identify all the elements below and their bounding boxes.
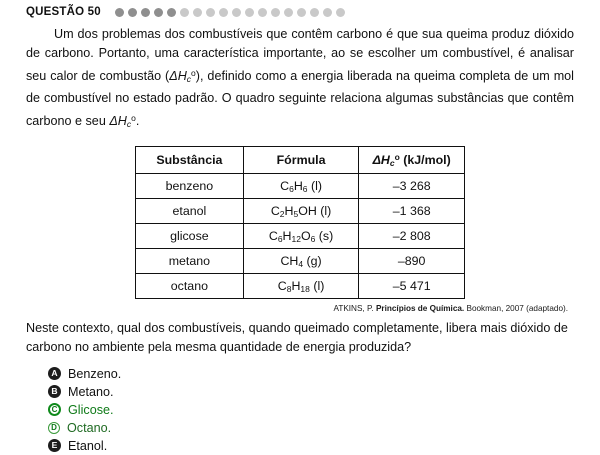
progress-dot-14[interactable] <box>284 8 293 17</box>
alternative-label: Glicose. <box>68 402 114 417</box>
progress-dot-9[interactable] <box>219 8 228 17</box>
progress-dot-13[interactable] <box>271 8 280 17</box>
progress-dots <box>115 8 345 17</box>
progress-dot-16[interactable] <box>310 8 319 17</box>
cell-enthalpy: –890 <box>359 249 465 274</box>
progress-dot-6[interactable] <box>180 8 189 17</box>
table-row <box>136 174 465 199</box>
cell-formula: $C_2H_5OH$ (l) <box>243 199 359 224</box>
column-header-enthalpy <box>359 147 465 174</box>
cell-formula: $C_6H_6$ (l) <box>243 174 359 199</box>
table-row <box>136 274 465 299</box>
alternative-marker-d[interactable]: D <box>48 422 60 434</box>
cell-substance: octano <box>136 274 244 299</box>
passage-text-part-2: ), definido como a energia liberada na queima completa de um mol de combustível no estado padrão. O quadro seguinte relaciona algumas substâncias que contêm carbono e seu <box>26 68 574 128</box>
header-units: (kJ/mol) <box>399 153 451 168</box>
alternative-a[interactable] <box>48 365 574 383</box>
substances-table <box>135 146 465 299</box>
progress-dot-8[interactable] <box>206 8 215 17</box>
header-sub: c <box>389 158 395 169</box>
cell-formula: $C_8H_{18}$ (l) <box>243 274 359 299</box>
cell-substance: glicose <box>136 224 244 249</box>
alternative-marker-c[interactable]: C <box>48 403 61 416</box>
alternatives-list <box>26 365 574 455</box>
progress-dot-10[interactable] <box>232 8 241 17</box>
cell-enthalpy: –2 808 <box>359 224 465 249</box>
progress-dot-3[interactable] <box>141 8 150 17</box>
alternative-marker-a[interactable]: A <box>48 367 61 380</box>
alternative-d[interactable] <box>48 419 574 437</box>
question-prompt: Neste contexto, qual dos combustíveis, quando queimado completamente, libera mais dióxido de carbono no ambiente pela mesma quantidade de energia produzida? <box>26 321 568 355</box>
header-delta: ΔH <box>372 153 390 168</box>
source-rest: Bookman, 2007 (adaptado). <box>464 304 568 314</box>
progress-dot-2[interactable] <box>128 8 137 17</box>
enthalpy-symbol2-delta: ΔH <box>109 113 127 128</box>
alternative-marker-e[interactable]: E <box>48 439 61 452</box>
progress-dot-1[interactable] <box>115 8 124 17</box>
enthalpy-symbol2-sup: o <box>131 112 136 123</box>
progress-dot-5[interactable] <box>167 8 176 17</box>
enthalpy-symbol2-sub: c <box>126 118 132 129</box>
passage-text-part-1: Um dos problemas dos combustíveis que contêm carbono é que sua queima produz dióxido de carbono. Portanto, uma característica importante, ao se escolher um combustível, é analisar seu calor de combustão ( <box>26 27 574 83</box>
progress-dot-11[interactable] <box>245 8 254 17</box>
table-body <box>136 174 465 299</box>
column-header-substance: Substância <box>136 147 244 174</box>
header-sup: o <box>394 152 400 163</box>
source-work: Princípios de Química. <box>375 304 465 314</box>
alternative-c[interactable] <box>48 401 574 419</box>
progress-dot-4[interactable] <box>154 8 163 17</box>
cell-formula: $C_6H_{12}O_6$ (s) <box>243 224 359 249</box>
table-row <box>136 224 465 249</box>
source-citation <box>26 304 574 313</box>
alternative-label: Metano. <box>68 384 114 399</box>
progress-dot-18[interactable] <box>336 8 345 17</box>
cell-enthalpy: –5 471 <box>359 274 465 299</box>
cell-enthalpy: –1 368 <box>359 199 465 224</box>
passage-paragraph <box>26 25 574 134</box>
column-header-formula: Fórmula <box>243 147 359 174</box>
source-author: ATKINS, P. <box>333 304 376 314</box>
table-row <box>136 249 465 274</box>
question-header <box>26 0 574 22</box>
cell-substance: metano <box>136 249 244 274</box>
progress-dot-15[interactable] <box>297 8 306 17</box>
enthalpy-symbol-sub: c <box>186 73 192 84</box>
cell-substance: benzeno <box>136 174 244 199</box>
alternative-b[interactable] <box>48 383 574 401</box>
enthalpy-symbol-sup: o <box>191 67 196 78</box>
enthalpy-symbol-delta: ΔH <box>169 68 187 83</box>
cell-formula: $CH_4$ (g) <box>243 249 359 274</box>
progress-dot-7[interactable] <box>193 8 202 17</box>
passage-text-part-3: . <box>135 113 140 128</box>
table-header-row <box>136 147 465 174</box>
page-title: QUESTÃO 50 <box>26 6 101 18</box>
progress-dot-17[interactable] <box>323 8 332 17</box>
table-row <box>136 199 465 224</box>
progress-dot-12[interactable] <box>258 8 267 17</box>
alternative-marker-b[interactable]: B <box>48 385 61 398</box>
alternative-label: Octano. <box>67 420 112 435</box>
cell-substance: etanol <box>136 199 244 224</box>
alternative-label: Benzeno. <box>68 366 122 381</box>
cell-enthalpy: –3 268 <box>359 174 465 199</box>
alternative-e[interactable] <box>48 437 574 455</box>
alternative-label: Etanol. <box>68 438 108 453</box>
